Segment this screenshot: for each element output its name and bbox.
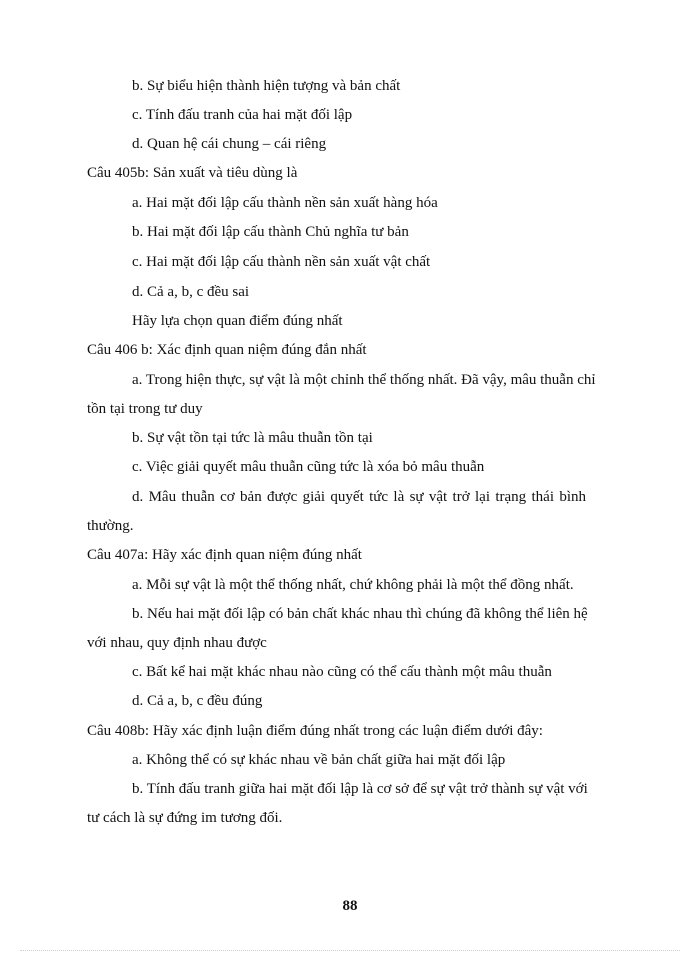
option-404-c: c. Tính đấu tranh của hai mặt đối lập <box>132 107 353 123</box>
option-405-b: b. Hai mặt đối lập cấu thành Chủ nghĩa tư bản <box>132 224 409 240</box>
option-406-a-continued: tồn tại trong tư duy <box>87 401 203 417</box>
option-408-a: a. Không thể có sự khác nhau về bản chất giữa hai mặt đối lập <box>132 752 506 768</box>
option-407-b-continued: với nhau, quy định nhau được <box>87 635 267 651</box>
option-408-b-continued: tư cách là sự đứng im tương đối. <box>87 810 283 826</box>
option-404-b: b. Sự biểu hiện thành hiện tượng và bản chất <box>132 78 401 94</box>
option-407-c: c. Bất kể hai mặt khác nhau nào cũng có thể cấu thành một mâu thuẫn <box>132 664 552 680</box>
option-405-d: d. Cả a, b, c đều sai <box>132 284 250 300</box>
question-405b: Câu 405b: Sản xuất và tiêu dùng là <box>87 165 298 181</box>
option-407-b: b. Nếu hai mặt đối lập có bản chất khác nhau thì chúng đã không thể liên hệ <box>132 606 588 622</box>
option-407-a: a. Mỗi sự vật là một thể thống nhất, chứ không phải là một thể đồng nhất. <box>132 577 574 593</box>
option-405-c: c. Hai mặt đối lập cấu thành nền sản xuất vật chất <box>132 254 431 270</box>
page-bottom-rule <box>20 950 680 951</box>
option-406-c: c. Việc giải quyết mâu thuẫn cũng tức là xóa bỏ mâu thuẫn <box>132 459 485 475</box>
question-407a: Câu 407a: Hãy xác định quan niệm đúng nhất <box>87 547 362 563</box>
page-number: 88 <box>342 898 358 914</box>
option-406-b: b. Sự vật tồn tại tức là mâu thuẫn tồn tại <box>132 430 373 446</box>
option-407-d: d. Cả a, b, c đều đúng <box>132 693 263 709</box>
option-406-d: d. Mâu thuẫn cơ bản được giải quyết tức là sự vật trở lại trạng thái bình <box>132 489 586 505</box>
question-406b: Câu 406 b: Xác định quan niệm đúng đắn nhất <box>87 342 367 358</box>
option-406-a: a. Trong hiện thực, sự vật là một chỉnh thể thống nhất. Đã vậy, mâu thuẫn chỉ <box>132 372 596 388</box>
question-408b: Câu 408b: Hãy xác định luận điểm đúng nhất trong các luận điểm dưới đây: <box>87 723 543 739</box>
option-404-d: d. Quan hệ cái chung – cái riêng <box>132 136 327 152</box>
option-408-b: b. Tính đấu tranh giữa hai mặt đối lập là cơ sở để sự vật trở thành sự vật với <box>132 781 588 797</box>
option-405-a: a. Hai mặt đối lập cấu thành nền sản xuất hàng hóa <box>132 195 438 211</box>
option-406-d-continued: thường. <box>87 518 134 534</box>
instruction-line: Hãy lựa chọn quan điểm đúng nhất <box>132 313 343 329</box>
